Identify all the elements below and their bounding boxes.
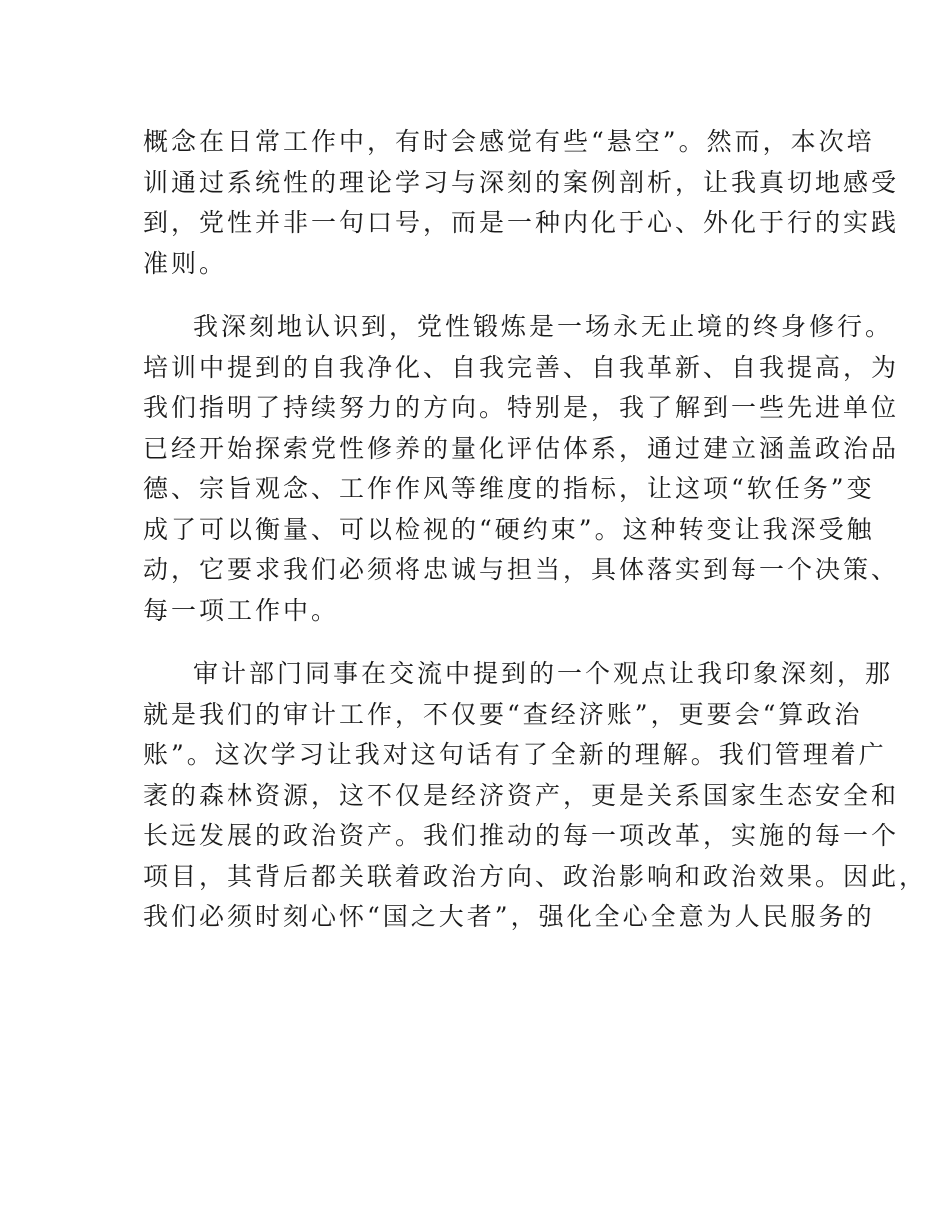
text-line: 准则。	[143, 248, 228, 278]
text-line: 袤的森林资源，这不仅是经济资产，更是关系国家生态安全和	[143, 780, 900, 810]
text-line: 我们指明了持续努力的方向。特别是，我了解到一些先进单位	[143, 393, 900, 422]
paragraph-2	[143, 307, 900, 631]
text-line: 就是我们的审计工作，不仅要“查经济账”，更要会“算政治	[143, 699, 863, 729]
text-line: 动，它要求我们必须将忠诚与担当，具体落实到每一个决策、	[143, 555, 900, 584]
text-line: 德、宗旨观念、工作作风等维度的指标，让这项“软任务”变	[143, 474, 875, 503]
text-line: 我们必须时刻心怀“国之大者”，强化全心全意为人民服务的	[143, 902, 875, 931]
text-line: 项目，其背后都关联着政治方向、政治影响和政治效果。因此，	[143, 861, 928, 891]
text-line: 训通过系统性的理论学习与深刻的案例剖析，让我真切地感受	[143, 167, 900, 197]
document-body	[143, 122, 928, 938]
paragraph-spacer	[143, 631, 823, 654]
text-line: 账”。这次学习让我对这句话有了全新的理解。我们管理着广	[143, 740, 887, 769]
text-line: 我深刻地认识到，党性锻炼是一场永无止境的终身修行。	[193, 312, 894, 341]
text-line: 每一项工作中。	[143, 595, 340, 625]
text-line: 已经开始探索党性修养的量化评估体系，通过建立涵盖政治品	[143, 433, 900, 463]
text-line: 概念在日常工作中，有时会感觉有些“悬空”。然而，本次培	[143, 127, 875, 156]
text-line: 成了可以衡量、可以检视的“硬约束”。这种转变让我深受触	[143, 514, 875, 544]
paragraph-1	[143, 122, 900, 284]
text-line: 审计部门同事在交流中提到的一个观点让我印象深刻，那	[193, 659, 894, 688]
text-line: 到，党性并非一句口号，而是一种内化于心、外化于行的实践	[143, 208, 900, 237]
paragraph-spacer	[143, 284, 823, 307]
paragraph-3	[143, 654, 928, 938]
text-line: 长远发展的政治资产。我们推动的每一项改革，实施的每一个	[143, 821, 900, 850]
text-line: 培训中提到的自我净化、自我完善、自我革新、自我提高，为	[143, 352, 900, 382]
